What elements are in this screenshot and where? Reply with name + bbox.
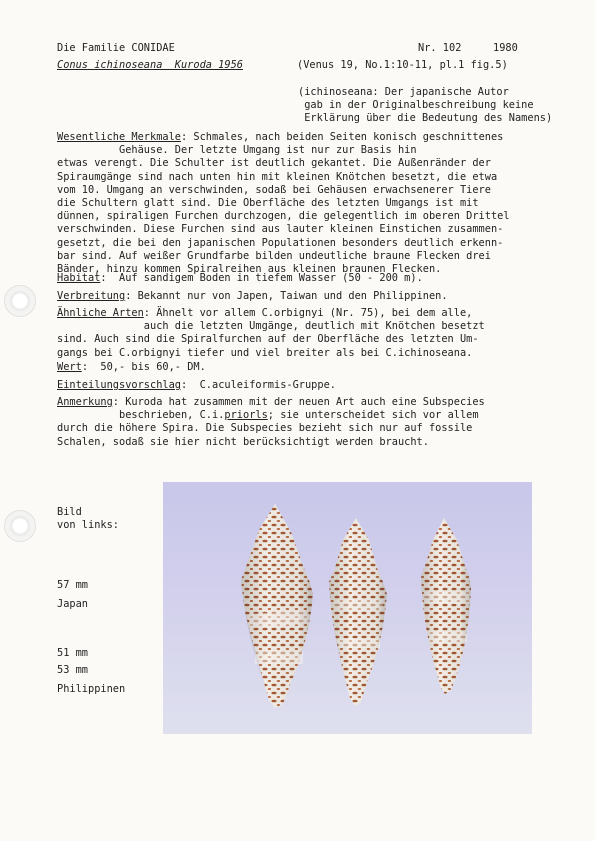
subspecies-name: priorls — [224, 409, 268, 422]
anmerkung-line — [57, 396, 485, 409]
caption-location-2: Philippinen — [57, 683, 126, 695]
catalog-number: Nr. 102 — [418, 42, 462, 54]
catalog-year: 1980 — [493, 42, 518, 54]
shell-japan — [241, 504, 313, 708]
anmerkung-line — [57, 409, 485, 422]
aehnliche-label: Ähnliche Arten — [57, 307, 144, 319]
verbreitung-label: Verbreitung — [57, 290, 126, 302]
anmerkung-text: beschrieben, C.i. — [57, 409, 225, 422]
anmerkung-line: durch die höhere Spira. Die Subspecies bezieht sich nur auf fossile — [57, 422, 473, 435]
merkmale-text: : Schmales, nach beiden Seiten konisch geschnittenes — [181, 131, 504, 143]
merkmale-line: etwas verengt. Die Schulter ist deutlich gekantet. Die Außenränder der — [57, 157, 491, 170]
anmerkung-text: ; sie unterscheidet sich vor allem — [267, 409, 479, 422]
caption-size-2: 51 mm — [57, 647, 88, 659]
einteilung-label: Einteilungsvorschlag — [57, 379, 181, 391]
species-name: Conus ichinoseana Kuroda 1956 — [57, 59, 243, 71]
section-aehnliche — [57, 307, 485, 360]
merkmale-line: dünnen, spiraligen Furchen durchzogen, die gelegentlich im oberen Drittel — [57, 210, 510, 223]
etymology-line: gab in der Originalbeschreibung keine — [298, 99, 534, 112]
shell-philippines-1 — [329, 518, 387, 706]
einteilung-text: : C.aculeiformis-Gruppe. — [181, 379, 336, 391]
section-wert — [57, 361, 206, 374]
aehnliche-text: : Ähnelt vor allem C.orbignyi (Nr. 75), bei dem alle, — [143, 307, 473, 319]
punch-hole-top — [4, 285, 36, 317]
aehnliche-line — [57, 307, 485, 320]
merkmale-line: Gehäuse. Der letzte Umgang ist nur zur Basis hin — [57, 144, 417, 157]
merkmale-line: vom 10. Umgang an verschwinden, sodaß bei Gehäusen erwachsenerer Tiere — [57, 183, 491, 196]
anmerkung-line: Schalen, sodaß sie hier nicht berücksichtigt werden braucht. — [57, 435, 429, 448]
section-verbreitung — [57, 290, 448, 303]
merkmale-line: gesetzt, die bei den japanischen Populationen besonders deutlich erkenn- — [57, 236, 504, 249]
section-anmerkung — [57, 396, 485, 449]
wert-label: Wert — [57, 361, 82, 373]
anmerkung-text: : Kuroda hat zusammen mit der neuen Art auch eine Subspecies — [112, 396, 485, 408]
wert-text: : 50,- bis 60,- DM. — [81, 361, 206, 373]
aehnliche-line: auch die letzten Umgänge, deutlich mit Knötchen besetzt — [57, 320, 485, 333]
family-title: Die Familie CONIDAE — [57, 42, 175, 54]
habitat-label: Habitat — [57, 272, 101, 284]
aehnliche-line: gangs bei C.orbignyi tiefer und viel breiter als bei C.ichinoseana. — [57, 346, 473, 359]
shell-photo — [163, 482, 532, 734]
merkmale-line: verschwinden. Diese Furchen sind aus lauter kleinen Einstichen zusammen- — [57, 223, 504, 236]
etymology-note — [298, 86, 552, 126]
caption-bild: Bild — [57, 506, 82, 518]
etymology-line: Erklärung über die Bedeutung des Namens) — [298, 112, 553, 125]
caption-von-links: von links: — [57, 519, 119, 531]
shell-philippines-2 — [421, 518, 471, 694]
caption-size-1: 57 mm — [57, 579, 88, 591]
section-einteilung — [57, 379, 336, 392]
section-merkmale — [57, 131, 510, 276]
shell-illustration — [163, 482, 532, 734]
merkmale-line: Bänder, hinzu kommen Spiralreihen aus kleinen braunen Flecken. — [57, 263, 442, 276]
punch-hole-bottom — [4, 510, 36, 542]
merkmale-line: bar sind. Auf weißer Grundfarbe bilden undeutliche braune Flecken drei — [57, 249, 491, 262]
merkmale-label: Wesentliche Merkmale — [57, 131, 181, 143]
caption-size-3: 53 mm — [57, 664, 88, 676]
merkmale-line: Spiraumgänge sind nach unten hin mit kleinen Knötchen besetzt, die etwa — [57, 170, 498, 183]
habitat-text: : Auf sandigem Boden in tiefem Wasser (50 - 200 m). — [100, 272, 423, 284]
merkmale-line: die Schultern glatt sind. Die Oberfläche des letzten Umgangs ist mit — [57, 197, 479, 210]
anmerkung-label: Anmerkung — [57, 396, 113, 408]
section-habitat — [57, 272, 423, 285]
aehnliche-line: sind. Auch sind die Spiralfurchen auf der Oberfläche des letzten Um- — [57, 333, 479, 346]
caption-location-1: Japan — [57, 598, 88, 610]
verbreitung-text: : Bekannt nur von Japen, Taiwan und den Philippinen. — [125, 290, 448, 302]
species-reference: (Venus 19, No.1:10-11, pl.1 fig.5) — [297, 59, 508, 71]
etymology-line: (ichinoseana: Der japanische Autor — [298, 86, 509, 98]
merkmale-line — [57, 131, 510, 144]
